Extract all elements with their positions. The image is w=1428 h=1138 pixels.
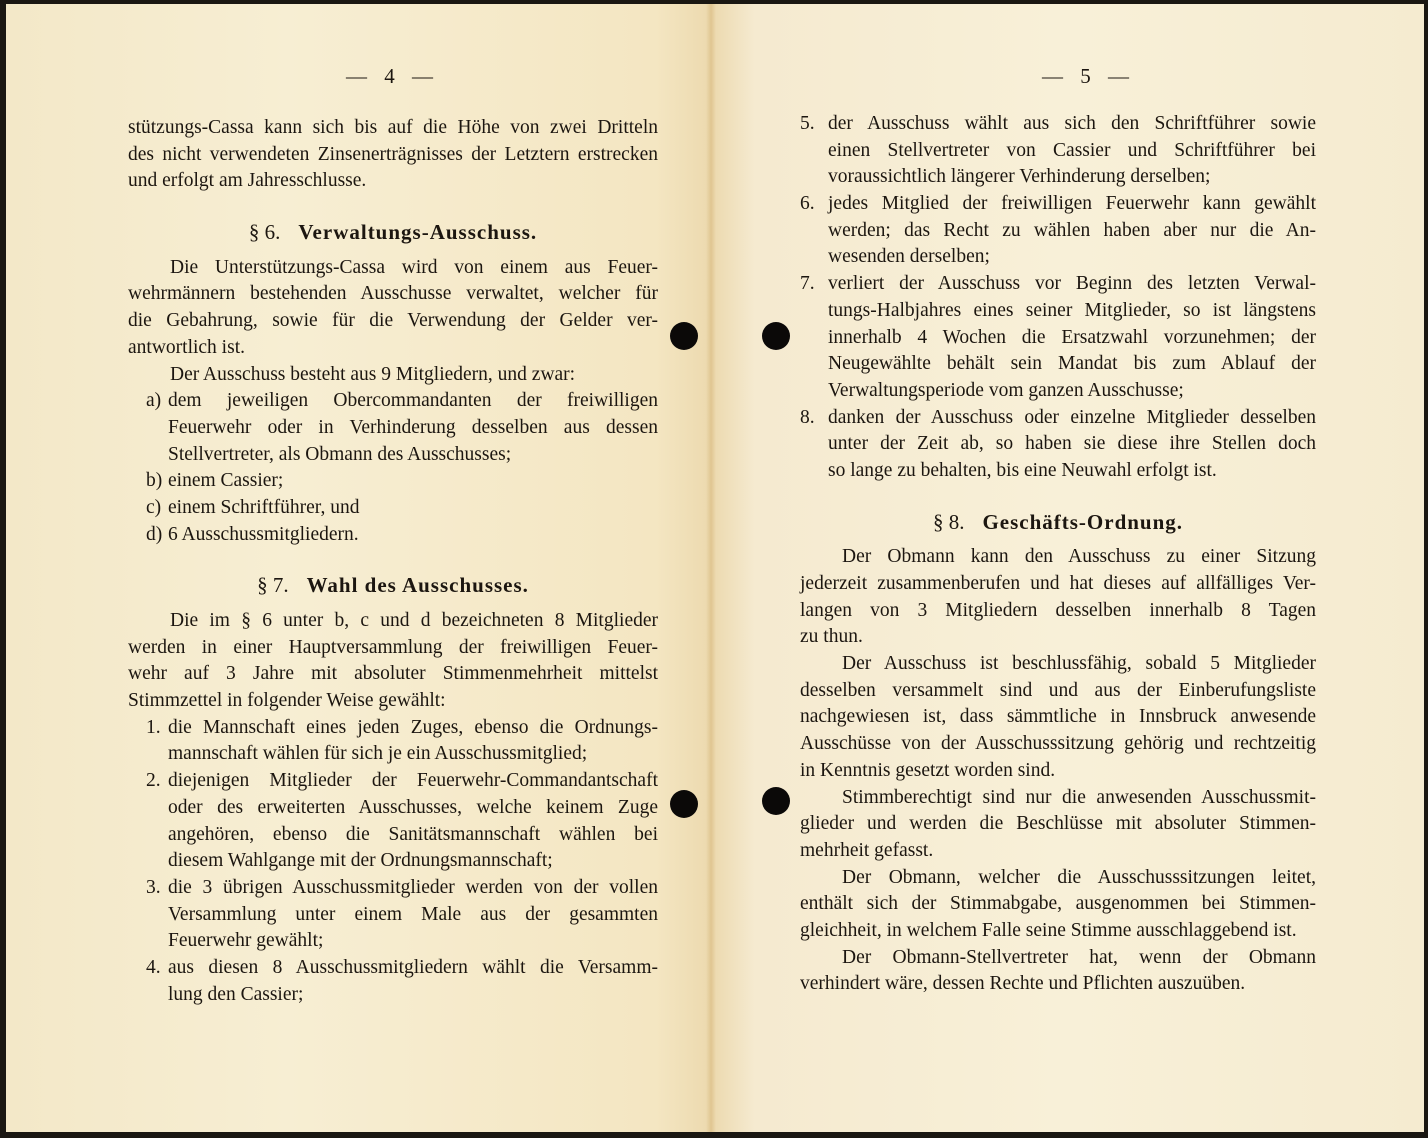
- text-line: lung den Cassier;: [168, 983, 304, 1005]
- text-line: dem jeweiligen Obercommandanten der freiwilligen: [168, 390, 658, 412]
- list-marker: 8.: [800, 406, 815, 428]
- list-marker: b): [146, 470, 163, 492]
- text-line: tungs-Halbjahres eines seiner Mitglieder, so ist längstens: [828, 299, 1316, 321]
- page-text: [800, 111, 1316, 998]
- paragraph: [800, 865, 1316, 945]
- text-line: Stellvertreter, als Obmann des Ausschusses;: [168, 443, 512, 465]
- text-line: Der Ausschuss ist beschlussfähig, sobald 5 Mitglieder: [842, 653, 1316, 675]
- text-line: werden in einer Hauptversammlung der freiwilligen Feuer-: [128, 636, 658, 658]
- text-line: gleichheit, in welchem Falle seine Stimme ausschlaggebend ist.: [800, 919, 1297, 941]
- paragraph: [128, 362, 658, 389]
- text-line: Feuerwehr oder in Verhinderung desselben aus dessen: [168, 416, 658, 438]
- text-line: einem Schriftführer, und: [168, 496, 360, 518]
- list-item: [800, 111, 1316, 191]
- text-line: wehrmännern bestehenden Ausschusse verwaltet, welcher für: [128, 283, 658, 305]
- section-title: Verwaltungs-Ausschuss.: [298, 220, 538, 245]
- punch-hole: [670, 790, 698, 818]
- text-line: und erfolgt am Jahresschlusse.: [128, 170, 367, 192]
- text-line: glieder und werden die Beschlüsse mit absoluter Stimmen-: [800, 813, 1316, 835]
- punch-hole: [670, 322, 698, 350]
- list-item: [800, 271, 1316, 404]
- punch-hole: [762, 787, 790, 815]
- list-marker: 2.: [146, 770, 161, 792]
- text-line: Der Obmann, welcher die Ausschusssitzungen leitet,: [842, 866, 1316, 888]
- section-heading: [128, 572, 658, 599]
- text-line: werden; das Recht zu wählen haben aber nur die An-: [828, 219, 1316, 241]
- page-text: [128, 115, 658, 1008]
- section-number: § 6.: [248, 220, 281, 245]
- text-line: Der Ausschuss besteht aus 9 Mitgliedern, und zwar:: [170, 363, 576, 385]
- text-line: oder des erweiterten Ausschusses, welche keinem Zuge: [168, 796, 658, 818]
- text-line: verliert der Ausschuss vor Beginn des letzten Verwal-: [828, 273, 1316, 295]
- text-line: stützungs-Cassa kann sich bis auf die Höhe von zwei Dritteln: [128, 117, 658, 138]
- text-line: unter der Zeit ab, so haben sie diese ihre Stellen doch: [828, 433, 1316, 455]
- text-line: die Gebahrung, sowie für die Verwendung der Gelder ver-: [128, 310, 658, 332]
- text-line: innerhalb 4 Wochen die Ersatzwahl vorzunehmen; der: [828, 326, 1316, 348]
- paragraph: [128, 255, 658, 362]
- text-line: Stimmberechtigt sind nur die anwesenden Ausschussmit-: [842, 786, 1316, 808]
- text-line: mehrheit gefasst.: [800, 839, 934, 861]
- paragraph: [800, 651, 1316, 784]
- text-line: der Ausschuss wählt aus sich den Schriftführer sowie: [828, 113, 1316, 134]
- section-title: Wahl des Ausschusses.: [306, 573, 529, 598]
- section-number: § 8.: [932, 509, 965, 534]
- text-line: Der Obmann kann den Ausschuss zu einer Sitzung: [842, 546, 1316, 568]
- text-line: so lange zu behalten, bis eine Neuwahl erfolgt ist.: [828, 459, 1217, 481]
- text-line: 6 Ausschussmitgliedern.: [168, 523, 359, 545]
- list-item: [128, 768, 658, 875]
- text-line: aus diesen 8 Ausschussmitgliedern wählt die Versamm-: [168, 956, 658, 978]
- list-marker: d): [146, 523, 163, 545]
- list-item: [128, 875, 658, 955]
- text-line: antwortlich ist.: [128, 336, 245, 358]
- text-line: danken der Ausschuss oder einzelne Mitglieder desselben: [828, 406, 1316, 428]
- text-line: enthält sich der Stimmabgabe, ausgenommen bei Stimmen-: [800, 893, 1316, 915]
- paragraph: [800, 544, 1316, 651]
- text-line: zu thun.: [800, 626, 863, 648]
- left-page: [6, 4, 712, 1132]
- list-marker: 7.: [800, 273, 815, 295]
- list-marker: 5.: [800, 113, 815, 134]
- text-line: langen von 3 Mitgliedern desselben innerhalb 8 Tagen: [800, 599, 1316, 621]
- text-line: Der Obmann-Stellvertreter hat, wenn der Obmann: [842, 946, 1316, 968]
- text-line: Neugewählte behält sein Mandat bis zum Ablauf der: [828, 353, 1316, 375]
- text-line: jederzeit zusammenberufen und hat dieses auf allfälliges Ver-: [800, 573, 1316, 594]
- text-line: voraussichtlich längerer Verhinderung derselben;: [828, 166, 1211, 188]
- text-line: Feuerwehr gewählt;: [168, 930, 324, 952]
- list-item: [128, 955, 658, 1008]
- text-line: die Mannschaft eines jeden Zuges, ebenso die Ordnungs-: [168, 716, 658, 738]
- text-line: Die Unterstützungs-Cassa wird von einem aus Feuer-: [170, 256, 658, 278]
- punch-hole: [762, 322, 790, 350]
- paragraph: [128, 115, 658, 195]
- text-line: desselben versammelt sind und aus der Einberufungsliste: [800, 679, 1316, 701]
- text-line: einen Stellvertreter von Cassier und Schriftführer bei: [828, 139, 1316, 161]
- paragraph: [800, 945, 1316, 998]
- text-line: Ausschüsse von der Ausschusssitzung gehörig und rechtzeitig: [800, 733, 1316, 755]
- paragraph: [800, 785, 1316, 865]
- list-item: [128, 468, 658, 495]
- text-line: jedes Mitglied der freiwilligen Feuerwehr kann gewählt: [828, 193, 1316, 215]
- list-item: [800, 405, 1316, 485]
- text-line: Die im § 6 unter b, c und d bezeichneten 8 Mitglieder: [170, 610, 658, 631]
- text-line: in Kenntnis gesetzt worden sind.: [800, 759, 1056, 781]
- text-line: diejenigen Mitglieder der Feuerwehr-Commandantschaft: [168, 770, 658, 792]
- text-line: wehr auf 3 Jahre mit absoluter Stimmenmehrheit mittelst: [128, 663, 658, 685]
- list-item: [128, 495, 658, 522]
- text-line: wesenden derselben;: [828, 246, 990, 268]
- text-line: Stimmzettel in folgender Weise gewählt:: [128, 690, 446, 712]
- text-line: Verwaltungsperiode vom ganzen Ausschusse;: [828, 379, 1184, 401]
- list-marker: 6.: [800, 193, 815, 215]
- list-marker: 4.: [146, 956, 161, 978]
- page-number: — 4 —: [346, 64, 439, 88]
- list-item: [128, 715, 658, 768]
- right-page: [712, 4, 1424, 1132]
- text-line: diesem Wahlgange mit der Ordnungsmannschaft;: [168, 850, 553, 872]
- list-item: [128, 388, 658, 468]
- section-heading: [800, 509, 1316, 536]
- list-marker: 1.: [146, 716, 161, 738]
- text-line: die 3 übrigen Ausschussmitglieder werden von der vollen: [168, 876, 658, 898]
- book-spine: [706, 4, 716, 1132]
- paragraph: [128, 608, 658, 715]
- list-marker: a): [146, 390, 162, 412]
- section-heading: [128, 219, 658, 246]
- section-number: § 7.: [257, 573, 289, 598]
- text-line: des nicht verwendeten Zinsenerträgnisses der Letztern erstrecken: [128, 143, 658, 165]
- text-line: einem Cassier;: [168, 470, 284, 492]
- list-marker: c): [146, 496, 162, 518]
- text-line: Versammlung unter einem Male aus der gesammten: [168, 903, 658, 925]
- text-line: mannschaft wählen für sich je ein Ausschussmitglied;: [168, 743, 588, 765]
- list-marker: 3.: [146, 876, 161, 898]
- section-title: Geschäfts-Ordnung.: [982, 509, 1184, 534]
- list-item: [800, 191, 1316, 271]
- text-line: nachgewiesen ist, dass sämmtliche in Innsbruck anwesende: [800, 706, 1316, 728]
- list-item: [128, 522, 658, 549]
- page-number: — 5 —: [1042, 64, 1135, 88]
- text-line: angehören, ebenso die Sanitätsmannschaft wählen bei: [168, 823, 658, 845]
- text-line: verhindert wäre, dessen Rechte und Pflichten auszuüben.: [800, 973, 1246, 995]
